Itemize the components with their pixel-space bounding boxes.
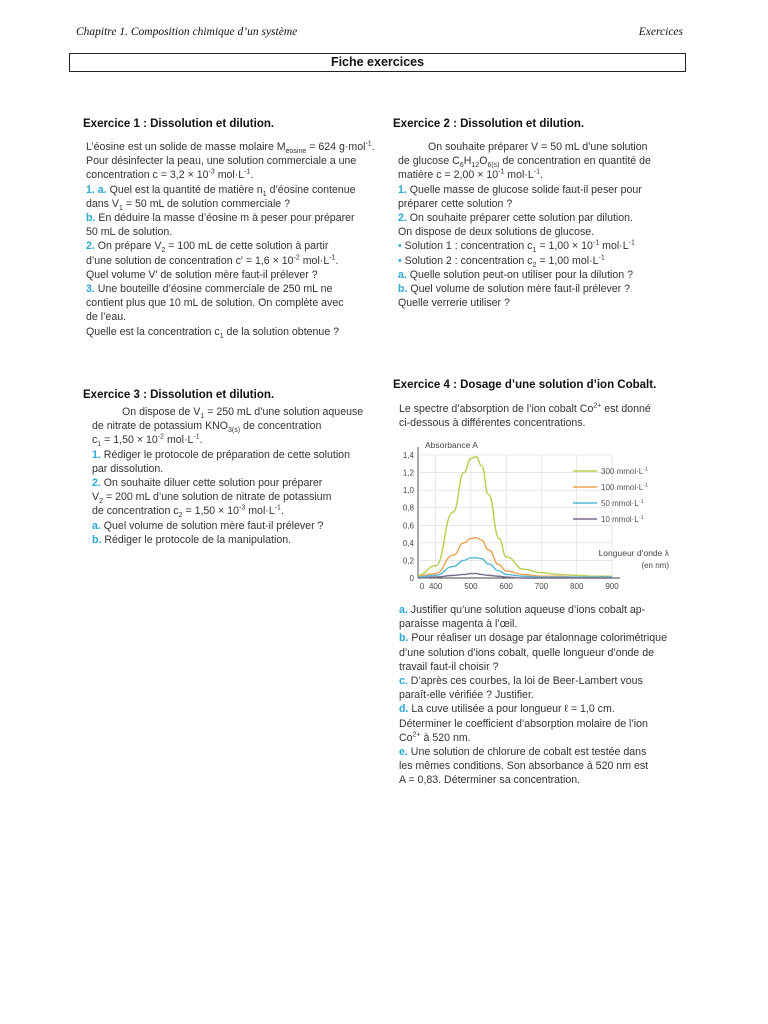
x-tick-label: 400 [428,582,443,591]
ex3-body: On dispose de $V_1 = 250$ mL d’une solution aqueuse de nitrate de potassium $KNO_{3(s)}$ de concentration $c_1 = 1,50 \times 10^{-2}$ $mol\cdot L^{-1}$. 1. Rédiger le protocole de préparation de cette solution par dissolution. 2. On souhaite diluer cette solution pour préparer $V_2 = 200$ mL d’une solution de nitrate de potassium de concentration $c_2 = 1,50 \times 10^{-3}$ $mol\cdot L^{-1}$. a. Quel volume de solution mère faut-il prélever ? b. Rédiger le protocole de la manipulation. [92,406,364,546]
section-header: Exercices [638,26,683,38]
y-tick-label: 1,0 [402,486,414,496]
ex2-title: Exercice 2 : Dissolution et dilution. [393,118,585,130]
chart-legend [573,467,648,524]
ex1-body: L’éosine est un solide de masse molaire $M_{éosine} = 624$ g·mol$^{-1}$. Pour désinfecter la peau, une solution commerciale a une concentration $c = 3,2 \times 10^{-3}$ $mol\cdot L^{-1}$. 1. a. Quel est la quantité de matière $n_1$ d’éosine contenue dans $V_1 = 50$ mL de solution commerciale ? b. En déduire la masse d’éosine m à peser pour préparer 50 mL de solution. 2. On prépare $V_2 = 100$ mL de cette solution à partir d’une solution de concentration $c' = 1,6 \times 10^{-2}$ $mol\cdot L^{-1}$. Quel volume V′ de solution mère faut-il prélever ? 3. Une bouteille d’éosine commerciale de 250 mL ne contient plus que 10 mL de solution. On complète avec de l’eau. Quelle est la concentration $c_1$ de la solution obtenue ? [86,140,375,340]
y-tick-label: 1,4 [402,451,414,460]
chapter-header: Chapitre 1. Composition chimique d’un système [76,26,298,38]
y-axis-label: Absorbance A [425,440,478,450]
legend-label: 50 $mmol\cdot L^{-1}$ [601,499,644,508]
x-tick-label: 800 [570,582,584,591]
y-tick-label: 0,4 [402,538,414,548]
x-tick-label: 0 [419,582,425,591]
legend-label: 100 $mmol\cdot L^{-1}$ [601,483,649,492]
x-tick-label: 600 [499,582,513,591]
ex1-title: Exercice 1 : Dissolution et dilution. [83,118,275,130]
legend-label: 10 $mmol\cdot L^{-1}$ [601,515,644,524]
y-tick-label: 0,8 [402,503,414,513]
sheet-title: Fiche exercices [69,53,686,72]
ex4-intro: Le spectre d’absorption de l’ion cobalt $Co^{2+}$ est donné ci-dessous à différentes concentrations. [399,402,651,430]
ex2-body: On souhaite préparer V = 50 mL d’une solution de glucose $C_6H_{12}O_{6(s)}$ de concentration en quantité de matière $c = 2,00 \times 10^{-1}$ $mol\cdot L^{-1}$. 1. Quelle masse de glucose solide faut-il peser pour préparer cette solution ? 2. On souhaite préparer cette solution par dilution. On dispose de deux solutions de glucose. • Solution 1 : concentration $c_1 = 1,00 \times 10^{-1}$ $mol\cdot L^{-1}$ • Solution 2 : concentration $c_2 = 1,00$ $mol\cdot L^{-1}$ a. Quelle solution peut-on utiliser pour la dilution ? b. Quel volume de solution mère faut-il prélever ? Quelle verrerie utiliser ? [398,141,651,310]
series-line [418,538,612,578]
x-tick-label: 700 [534,582,549,591]
absorption-spectrum-chart [397,437,679,597]
ex3-title: Exercice 3 : Dissolution et dilution. [83,389,275,401]
y-tick-label: 0,6 [402,521,414,531]
x-tick-labels [420,582,619,591]
x-tick-label: 500 [464,582,478,591]
ex4-questions: a. Justifier qu’une solution aqueuse d’ions cobalt ap- paraisse magenta à l’œil. b. Pour réaliser un dosage par étalonnage colorimétrique d’une solution d’ions cobalt, quelle longueur d’onde de travail faut-il choisir ? c. D’après ces courbes, la loi de Beer-Lambert vous paraît-elle vérifiée ? Justifier. d. La cuve utilisée a pour longueur ℓ = 1,0 cm. Déterminer le coefficient d’absorption molaire de l’ion $Co^{2+}$ à 520 nm. e. Une solution de chlorure de cobalt est testée dans les mêmes conditions. Son absorbance à 520 nm est A = 0,83. Déterminer sa concentration. [399,604,667,787]
y-tick-labels [403,451,415,583]
x-axis-unit: (en nm) [641,561,669,570]
x-axis-label: Longueur d’onde λ [598,548,669,558]
y-tick-label: 0 [409,574,414,583]
x-tick-label: 900 [605,582,619,591]
y-tick-label: 0,2 [402,556,414,566]
chart-series [418,457,612,578]
ex4-title: Exercice 4 : Dosage d’une solution d’ion Cobalt. [393,379,657,391]
legend-label: 300 $mmol\cdot L^{-1}$ [601,467,649,476]
y-tick-label: 1,2 [402,468,414,478]
